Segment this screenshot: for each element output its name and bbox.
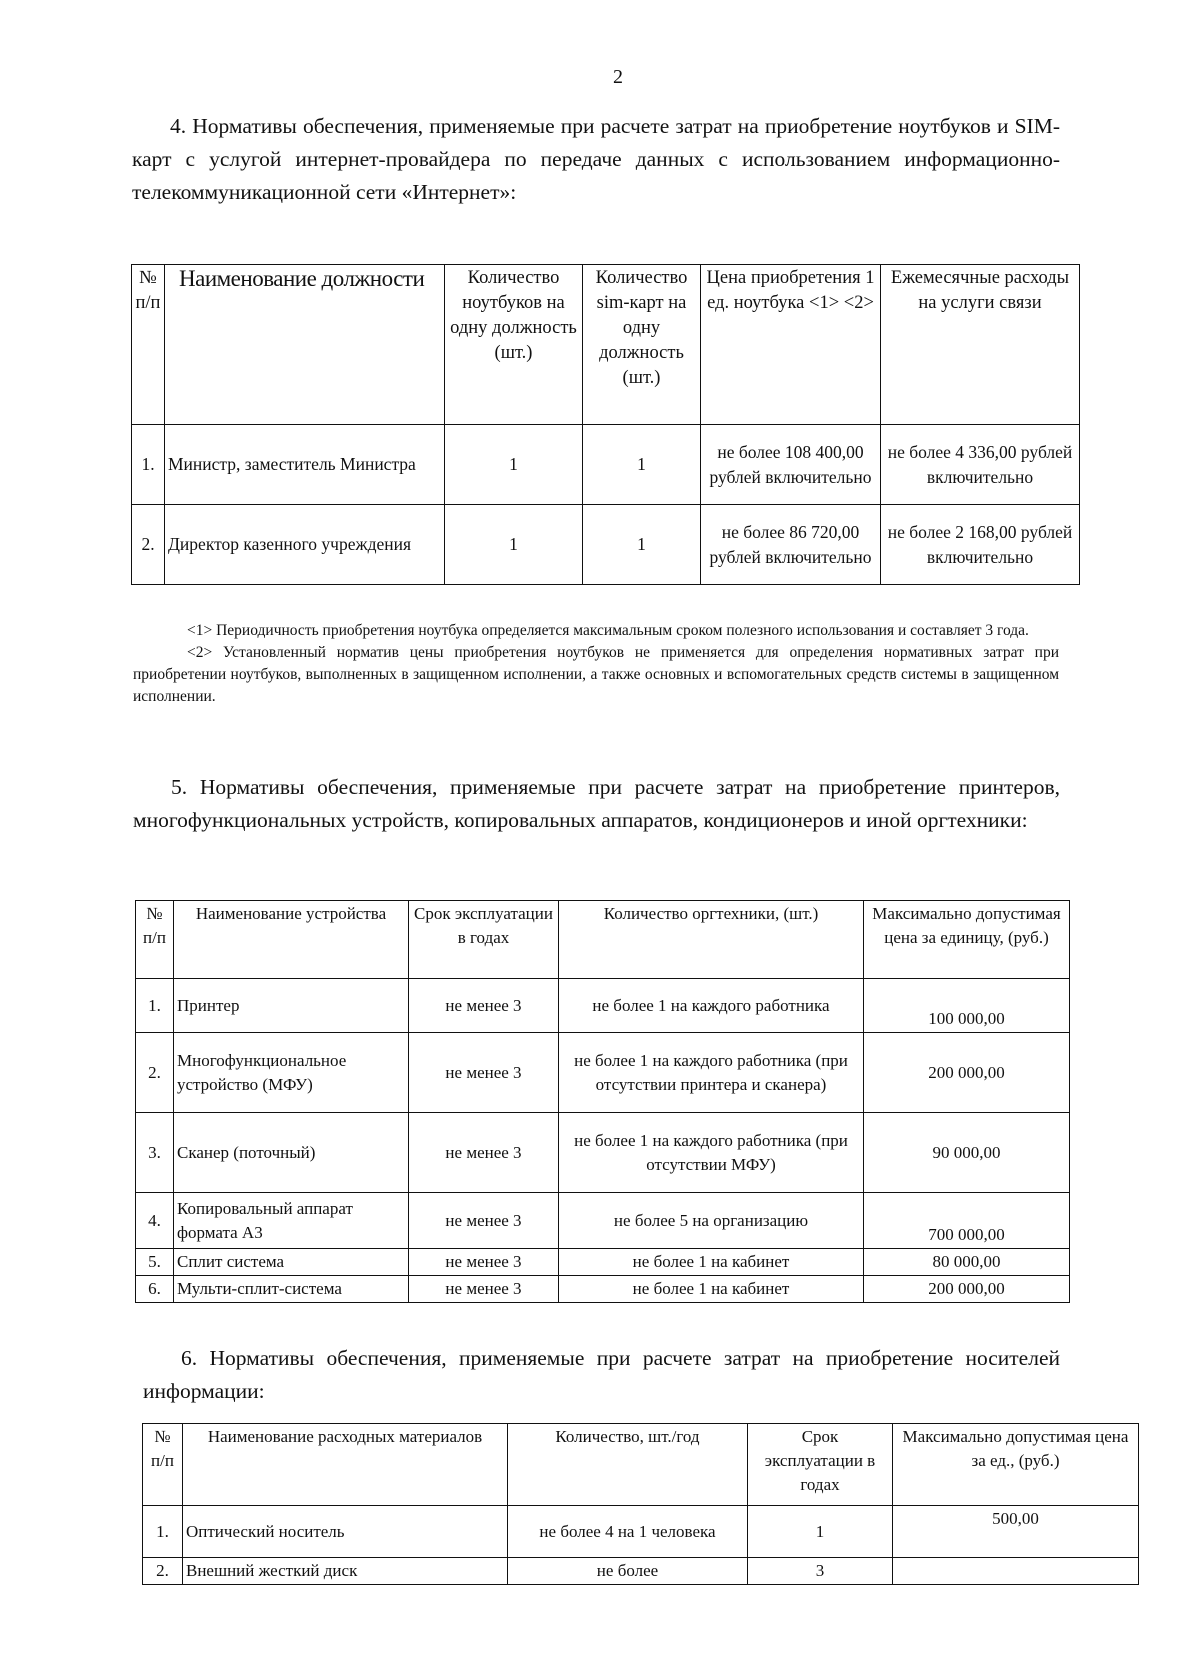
row-monthly-expenses: не более 2 168,00 рублей включительно (881, 505, 1080, 585)
row-material-name: Внешний жесткий диск (183, 1558, 508, 1585)
table-header-row (143, 1424, 1139, 1506)
laptops-norms-table (131, 264, 1080, 585)
row-laptop-price: не более 108 400,00 рублей включительно (701, 425, 881, 505)
row-max-price (893, 1558, 1139, 1585)
row-num: 5. (136, 1249, 174, 1276)
header-service-term: Срок эксплуатации в годах (409, 901, 559, 979)
row-num: 1. (136, 979, 174, 1033)
row-num: 1. (143, 1506, 183, 1558)
header-laptops-count: Количество ноутбуков на одну должность (шт.) (445, 265, 583, 425)
row-quantity: не более 1 на каждого работника (при отсутствии принтера и сканера) (559, 1033, 864, 1113)
row-max-price: 200 000,00 (864, 1033, 1070, 1113)
section-5-text: 5. Нормативы обеспечения, применяемые при расчете затрат на приобретение принтеров, многофункциональных устройств, копировальных аппаратов, кондиционеров и иной оргтехники: (133, 775, 1060, 832)
row-service-term: не менее 3 (409, 979, 559, 1033)
row-num: 2. (143, 1558, 183, 1585)
table-row (136, 1193, 1070, 1249)
row-quantity: не более 1 на кабинет (559, 1276, 864, 1303)
row-max-price: 80 000,00 (864, 1249, 1070, 1276)
header-num: № п/п (132, 265, 165, 425)
table-row (136, 1276, 1070, 1303)
row-num: 3. (136, 1113, 174, 1193)
footnotes (133, 620, 1059, 708)
footnote-1: <1> Периодичность приобретения ноутбука определяется максимальным сроком полезного использования и составляет 3 года. (187, 622, 1029, 639)
row-device-name: Многофункциональное устройство (МФУ) (174, 1033, 409, 1113)
section-6-paragraph (143, 1342, 1060, 1408)
row-num: 2. (132, 505, 165, 585)
row-laptops-count: 1 (445, 505, 583, 585)
section-6-text: 6. Нормативы обеспечения, применяемые при расчете затрат на приобретение носителей информации: (143, 1346, 1060, 1403)
row-max-price: 200 000,00 (864, 1276, 1070, 1303)
table-header-row (136, 901, 1070, 979)
row-quantity: не более 1 на каждого работника (при отсутствии МФУ) (559, 1113, 864, 1193)
row-quantity: не более 4 на 1 человека (508, 1506, 748, 1558)
section-4-paragraph (132, 110, 1060, 209)
row-material-name: Оптический носитель (183, 1506, 508, 1558)
table-row (132, 425, 1080, 505)
row-max-price: 700 000,00 (864, 1193, 1070, 1249)
row-monthly-expenses: не более 4 336,00 рублей включительно (881, 425, 1080, 505)
header-laptop-price: Цена приобретения 1 ед. ноутбука <1> <2> (701, 265, 881, 425)
section-5-paragraph (133, 771, 1060, 837)
row-quantity: не более 1 на каждого работника (559, 979, 864, 1033)
table-row (136, 1249, 1070, 1276)
page-number: 2 (613, 66, 623, 88)
row-service-term: не менее 3 (409, 1193, 559, 1249)
header-position-name: Наименование должности (165, 265, 445, 425)
row-device-name: Мульти-сплит-система (174, 1276, 409, 1303)
row-device-name: Принтер (174, 979, 409, 1033)
header-max-price: Максимально допустимая цена за ед., (руб.) (893, 1424, 1139, 1506)
table-header-row (132, 265, 1080, 425)
row-service-term: не менее 3 (409, 1113, 559, 1193)
row-position-name: Директор казенного учреждения (165, 505, 445, 585)
header-service-term: Срок эксплуатации в годах (748, 1424, 893, 1506)
table-row (132, 505, 1080, 585)
header-quantity: Количество оргтехники, (шт.) (559, 901, 864, 979)
row-laptops-count: 1 (445, 425, 583, 505)
table-row (143, 1506, 1139, 1558)
row-sim-count: 1 (583, 425, 701, 505)
row-num: 6. (136, 1276, 174, 1303)
row-laptop-price: не более 86 720,00 рублей включительно (701, 505, 881, 585)
row-num: 2. (136, 1033, 174, 1113)
row-max-price: 90 000,00 (864, 1113, 1070, 1193)
row-sim-count: 1 (583, 505, 701, 585)
header-num: № п/п (136, 901, 174, 979)
storage-media-norms-table (142, 1423, 1139, 1585)
row-service-term: 1 (748, 1506, 893, 1558)
row-max-price: 100 000,00 (864, 979, 1070, 1033)
table-row (136, 1113, 1070, 1193)
row-num: 4. (136, 1193, 174, 1249)
row-max-price: 500,00 (893, 1506, 1139, 1558)
row-service-term: 3 (748, 1558, 893, 1585)
office-equipment-norms-table (135, 900, 1070, 1303)
row-position-name: Министр, заместитель Министра (165, 425, 445, 505)
row-quantity: не более 1 на кабинет (559, 1249, 864, 1276)
header-max-price: Максимально допустимая цена за единицу, (руб.) (864, 901, 1070, 979)
row-service-term: не менее 3 (409, 1033, 559, 1113)
row-quantity: не более 5 на организацию (559, 1193, 864, 1249)
row-service-term: не менее 3 (409, 1249, 559, 1276)
header-material-name: Наименование расходных материалов (183, 1424, 508, 1506)
table-row (136, 1033, 1070, 1113)
header-num: № п/п (143, 1424, 183, 1506)
row-service-term: не менее 3 (409, 1276, 559, 1303)
table-row (143, 1558, 1139, 1585)
header-device-name: Наименование устройства (174, 901, 409, 979)
section-4-text: 4. Нормативы обеспечения, применяемые при расчете затрат на приобретение ноутбуков и SIM-карт с услугой интернет-провайдера по передаче данных с использованием информационно-телекоммуникационной сети «Интернет»: (132, 114, 1060, 204)
row-device-name: Сплит система (174, 1249, 409, 1276)
row-num: 1. (132, 425, 165, 505)
table-row (136, 979, 1070, 1033)
row-quantity: не более (508, 1558, 748, 1585)
header-monthly-expenses: Ежемесячные расходы на услуги связи (881, 265, 1080, 425)
row-device-name: Сканер (поточный) (174, 1113, 409, 1193)
header-quantity: Количество, шт./год (508, 1424, 748, 1506)
footnote-2: <2> Установленный норматив цены приобретения ноутбуков не применяется для определения нормативных затрат при приобретении ноутбуков, выполненных в защищенном исполнении, а также основных и вспомогательных средств системы в защищенном исполнении. (133, 644, 1059, 705)
row-device-name: Копировальный аппарат формата А3 (174, 1193, 409, 1249)
header-sim-count: Количество sim-карт на одну должность (шт.) (583, 265, 701, 425)
